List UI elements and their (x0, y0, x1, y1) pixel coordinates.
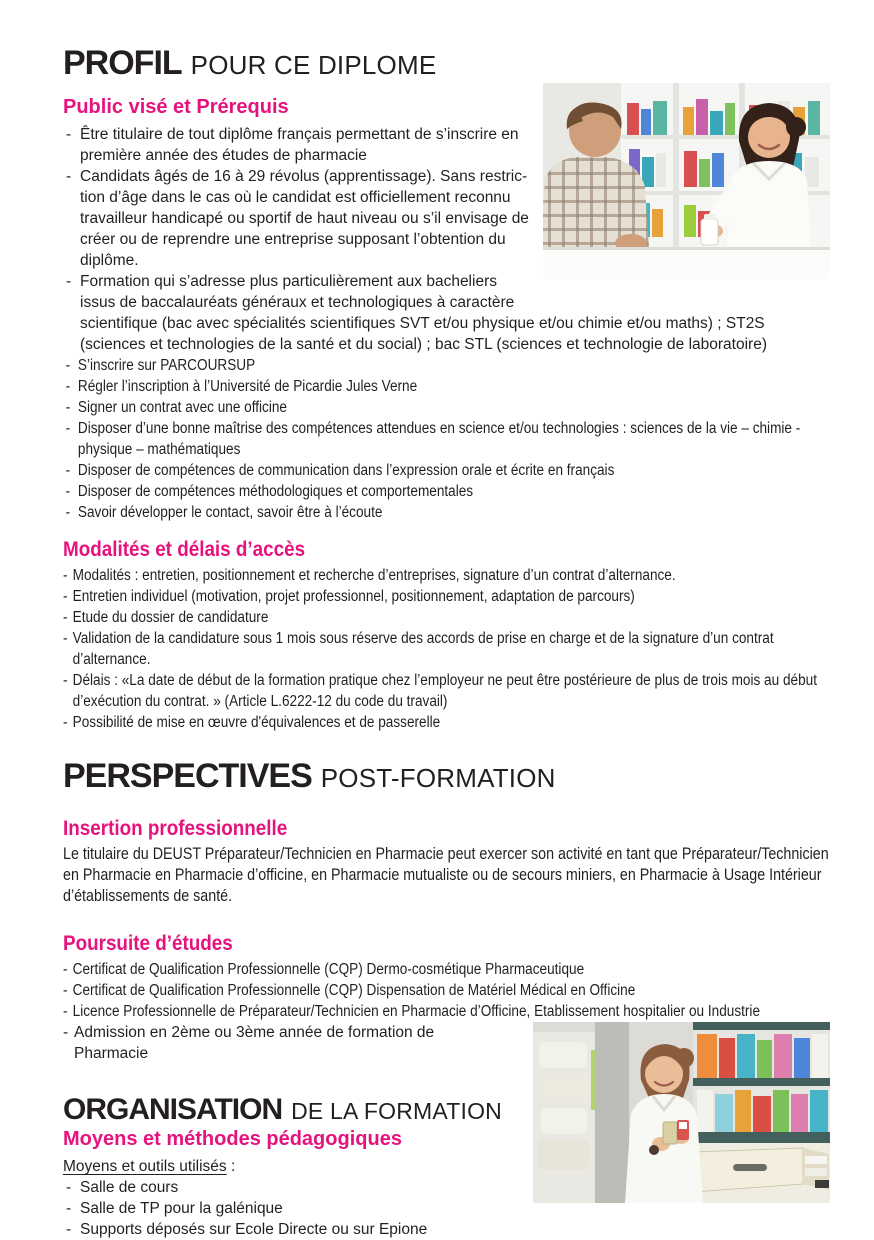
list-item: - Disposer de compétences de communication dans l’expression orale et écrite en français (63, 460, 830, 481)
list-item: - Supports déposés sur Ecole Directe ou sur Epione (63, 1219, 830, 1240)
title-organisation-sub: DE LA FORMATION (291, 1098, 502, 1125)
list-item: - Être titulaire de tout diplôme français permettant de s’inscrire en première année des études de pharmacie (63, 124, 830, 166)
list-item: - Salle de TP pour la galénique (63, 1198, 830, 1219)
list-item: - Certificat de Qualification Professionnelle (CQP) Dispensation de Matériel Médical en Officine (63, 980, 830, 1001)
list-item: - Certificat de Qualification Professionnelle (CQP) Dermo-cosmétique Pharmaceutique (63, 959, 830, 980)
list-item: - Entretien individuel (motivation, projet professionnel, positionnement, adaptation de parcours) (63, 586, 830, 607)
list-item: - Formation qui s’adresse plus particulièrement aux bacheliers issus de baccalauréats généraux et technologiques à caractère scientifique (bac avec spécialités scientifiques SVT et/ou physique et/ou chimie et/ou maths) ; ST2S (sciences et technologies de la santé et du social) ; bac STL (sciences et technologie de laboratoire) (63, 271, 830, 355)
list-item: - Savoir développer le contact, savoir être à l’écoute (63, 502, 830, 523)
moyens-subheading-underlined: Moyens et outils utilisés (63, 1157, 227, 1175)
list-item: - Admission en 2ème ou 3ème année de formation de Pharmacie (63, 1022, 468, 1064)
title-perspectives-sub: POST-FORMATION (320, 762, 556, 793)
public-vise-list (63, 124, 830, 523)
list-item: - Validation de la candidature sous 1 mois sous réserve des accords de prise en charge et de la signature d’un contrat d’alternance. (63, 628, 830, 670)
heading-moyens: Moyens et méthodes pédagogiques (63, 1127, 402, 1150)
list-item: - Salle de cours (63, 1177, 830, 1198)
list-item: - Etude du dossier de candidature (63, 607, 830, 628)
list-item: - S’inscrire sur PARCOURSUP (63, 355, 830, 376)
poursuite-list (63, 959, 830, 1064)
heading-modalites: Modalités et délais d’accès (63, 536, 306, 561)
list-item: - Régler l’inscription à l’Université de Picardie Jules Verne (63, 376, 830, 397)
title-perspectives-main: PERSPECTIVES (63, 756, 312, 795)
list-item: - Candidats âgés de 16 à 29 révolus (apprentissage). Sans restriction d’âge dans le cas où le candidat est officiellement reconnu travailleur handicapé ou sportif de haut niveau ou s’il envisage de créer ou de reprendre une entreprise supposant l’obtention du diplôme. (63, 166, 830, 271)
list-item: - Signer un contrat avec une officine (63, 397, 830, 418)
title-profil-sub: POUR CE DIPLOME (190, 50, 437, 80)
heading-public-vise: Public visé et Prérequis (63, 95, 289, 118)
title-organisation-main: ORGANISATION (63, 1093, 283, 1127)
list-item: - Disposer de compétences méthodologiques et comportementales (63, 481, 830, 502)
list-item: - Modalités : entretien, positionnement et recherche d’entreprises, signature d’un contrat d’alternance. (63, 565, 830, 586)
moyens-subheading-suffix: : (226, 1157, 236, 1175)
moyens-list (63, 1177, 830, 1240)
modalites-list (63, 565, 830, 733)
list-item: - Délais : «La date de début de la formation pratique chez l’employeur ne peut être postérieure de plus de trois mois au début d’exécution du contrat. » (Article L.6222-12 du code du travail) (63, 670, 830, 712)
title-profil-main: PROFIL (63, 44, 182, 82)
poursuite-list-condensed (63, 959, 830, 1022)
heading-poursuite: Poursuite d’études (63, 931, 233, 956)
heading-insertion: Insertion professionnelle (63, 816, 288, 841)
list-item: - Possibilité de mise en œuvre d'équivalences et de passerelle (63, 712, 830, 733)
list-item: - Licence Professionnelle de Préparateur/​Technicien en Pharmacie d’Officine, Etablissement hospitalier ou Industrie (63, 1001, 830, 1022)
public-vise-list-condensed (63, 355, 830, 523)
list-item: - Disposer d’une bonne maîtrise des compétences attendues en science et/ou technologies : sciences de la vie – chimie -physique – mathématiques (63, 418, 830, 460)
section-title-perspectives (63, 756, 830, 795)
insertion-paragraph: Le titulaire du DEUST Préparateur/​Technicien en Pharmacie peut exercer son activité en tant que Préparateur/​Technicien en Pharmacie en Pharmacie d’officine, en Pharmacie mutualiste ou de secours miniers, en Pharmacie à Usage Intérieur d’établissements de santé. (63, 845, 829, 906)
